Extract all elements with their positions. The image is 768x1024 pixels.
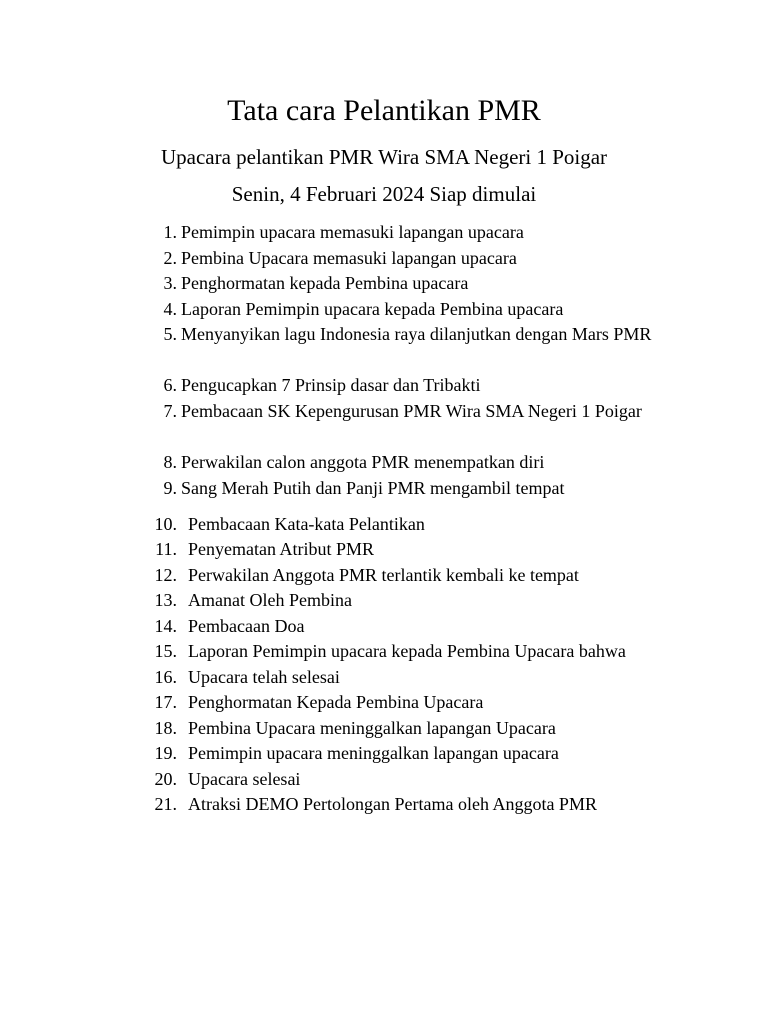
list-item-number: 7. [163,400,177,421]
list-item-number: 21. [154,794,177,814]
list-item-number: 11. [155,539,177,559]
list-item-number: 16. [154,666,177,687]
list-item-number: 13. [154,590,177,610]
list-item-number: 18. [154,717,177,738]
list-item-text: Penyematan Atribut PMR [188,539,374,559]
list-item-number: 4. [163,298,177,319]
list-item-number: 3. [163,273,177,293]
list-item-number: 20. [154,768,177,789]
list-item-text: Perwakilan calon anggota PMR menempatkan diri [181,452,545,472]
list-item-text: Perwakilan Anggota PMR terlantik kembali ke tempat [188,564,579,585]
list-item-number: 15. [154,641,177,661]
list-item-text: Pembacaan Kata-kata Pelantikan [188,513,425,534]
list-item-number: 12. [154,564,177,585]
list-item-text: Pembacaan Doa [188,615,305,636]
list-item-number: 6. [163,375,177,395]
list-item-text: Menyanyikan lagu Indonesia raya dilanjutkan dengan Mars PMR [181,324,652,344]
list-item-number: 2. [163,247,177,268]
document-title: Tata cara Pelantikan PMR [227,94,541,127]
list-item-text: Pembacaan SK Kepengurusan PMR Wira SMA Negeri 1 Poigar [181,400,642,421]
list-item-text: Sang Merah Putih dan Panji PMR mengambil tempat [181,477,565,498]
list-item-text: Penghormatan kepada Pembina upacara [181,273,469,293]
list-item-number: 1. [163,222,177,242]
list-item-text: Laporan Pemimpin upacara kepada Pembina Upacara bahwa [188,641,626,661]
list-item-text: Amanat Oleh Pembina [188,590,352,610]
list-item-number: 19. [154,743,177,763]
list-item-text: Pengucapkan 7 Prinsip dasar dan Tribakti [181,375,481,395]
list-item-text: Pemimpin upacara memasuki lapangan upacara [181,222,524,242]
list-item-text: Upacara telah selesai [188,666,340,687]
list-item-text: Atraksi DEMO Pertolongan Pertama oleh Anggota PMR [188,794,597,814]
document-dateline: Senin, 4 Februari 2024 Siap dimulai [231,182,537,206]
list-item-text: Pembina Upacara meninggalkan lapangan Upacara [188,717,556,738]
list-item-text: Laporan Pemimpin upacara kepada Pembina upacara [181,298,564,319]
list-item-number: 5. [163,324,177,344]
list-item-text: Pembina Upacara memasuki lapangan upacara [181,247,517,268]
list-item-text: Upacara selesai [188,768,301,789]
list-item-number: 14. [154,615,177,636]
list-item-text: Pemimpin upacara meninggalkan lapangan upacara [188,743,559,763]
list-item-number: 17. [154,692,177,712]
list-item-number: 8. [163,452,177,472]
list-item-number: 9. [163,477,177,498]
document-subtitle: Upacara pelantikan PMR Wira SMA Negeri 1 Poigar [160,145,608,169]
list-item-number: 10. [154,513,177,534]
list-item-text: Penghormatan Kepada Pembina Upacara [188,692,484,712]
